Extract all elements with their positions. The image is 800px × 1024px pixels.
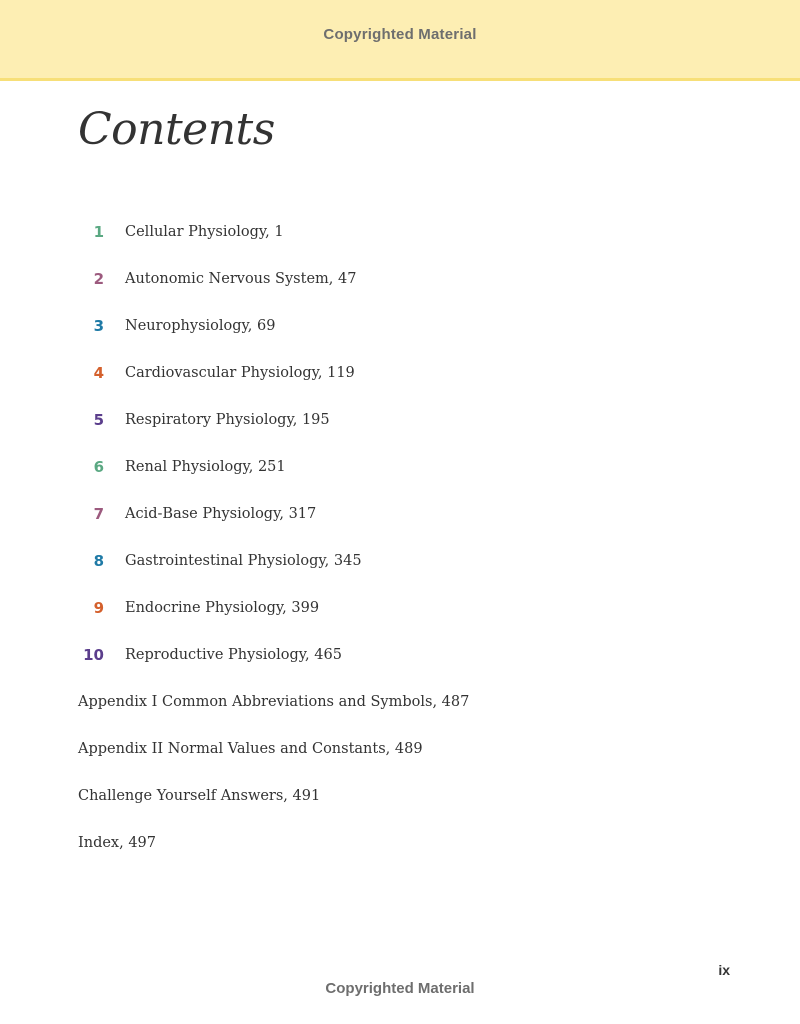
page-number: ix	[718, 962, 730, 978]
chapter-number: 4	[93, 364, 104, 382]
back-matter-title: Appendix II Normal Values and Constants, 489	[78, 741, 423, 757]
chapter-number: 2	[93, 270, 104, 288]
chapter-number: 6	[93, 458, 104, 476]
chapter-number: 5	[93, 411, 104, 429]
toc-chapter-entry[interactable]	[0, 596, 800, 620]
chapter-title: Acid-Base Physiology, 317	[125, 506, 317, 522]
chapter-title: Neurophysiology, 69	[125, 318, 276, 334]
chapter-number: 10	[83, 646, 104, 664]
chapter-number: 8	[93, 552, 104, 570]
copyright-banner	[0, 0, 800, 81]
chapter-title: Autonomic Nervous System, 47	[125, 271, 357, 287]
chapter-number: 7	[93, 505, 104, 523]
toc-back-matter-entry[interactable]	[0, 784, 800, 808]
copyright-watermark-top: Copyrighted Material	[323, 26, 477, 43]
toc-back-matter-entry[interactable]	[0, 737, 800, 761]
toc-chapter-entry[interactable]	[0, 314, 800, 338]
chapter-title: Respiratory Physiology, 195	[125, 412, 330, 428]
back-matter-title: Index, 497	[78, 835, 157, 851]
chapter-title: Renal Physiology, 251	[125, 459, 286, 475]
back-matter-title: Appendix I Common Abbreviations and Symbols, 487	[78, 694, 470, 710]
toc-chapter-entry[interactable]	[0, 267, 800, 291]
chapter-title: Cardiovascular Physiology, 119	[125, 365, 355, 381]
toc-chapter-entry[interactable]	[0, 643, 800, 667]
chapter-title: Reproductive Physiology, 465	[125, 647, 342, 663]
chapter-title: Endocrine Physiology, 399	[125, 600, 320, 616]
chapter-number: 9	[93, 599, 104, 617]
toc-chapter-entry[interactable]	[0, 455, 800, 479]
toc-chapter-entry[interactable]	[0, 549, 800, 573]
toc-chapter-entry[interactable]	[0, 408, 800, 432]
copyright-watermark-bottom: Copyrighted Material	[325, 980, 475, 997]
page-title: Contents	[78, 104, 275, 155]
toc-chapter-entry[interactable]	[0, 361, 800, 385]
back-matter-title: Challenge Yourself Answers, 491	[78, 788, 321, 804]
toc-chapter-entry[interactable]	[0, 220, 800, 244]
chapter-title: Cellular Physiology, 1	[125, 224, 284, 240]
toc-chapter-entry[interactable]	[0, 502, 800, 526]
toc-back-matter-entry[interactable]	[0, 831, 800, 855]
chapter-number: 3	[93, 317, 104, 335]
chapter-title: Gastrointestinal Physiology, 345	[125, 553, 362, 569]
chapter-number: 1	[93, 223, 104, 241]
toc-back-matter-entry[interactable]	[0, 690, 800, 714]
